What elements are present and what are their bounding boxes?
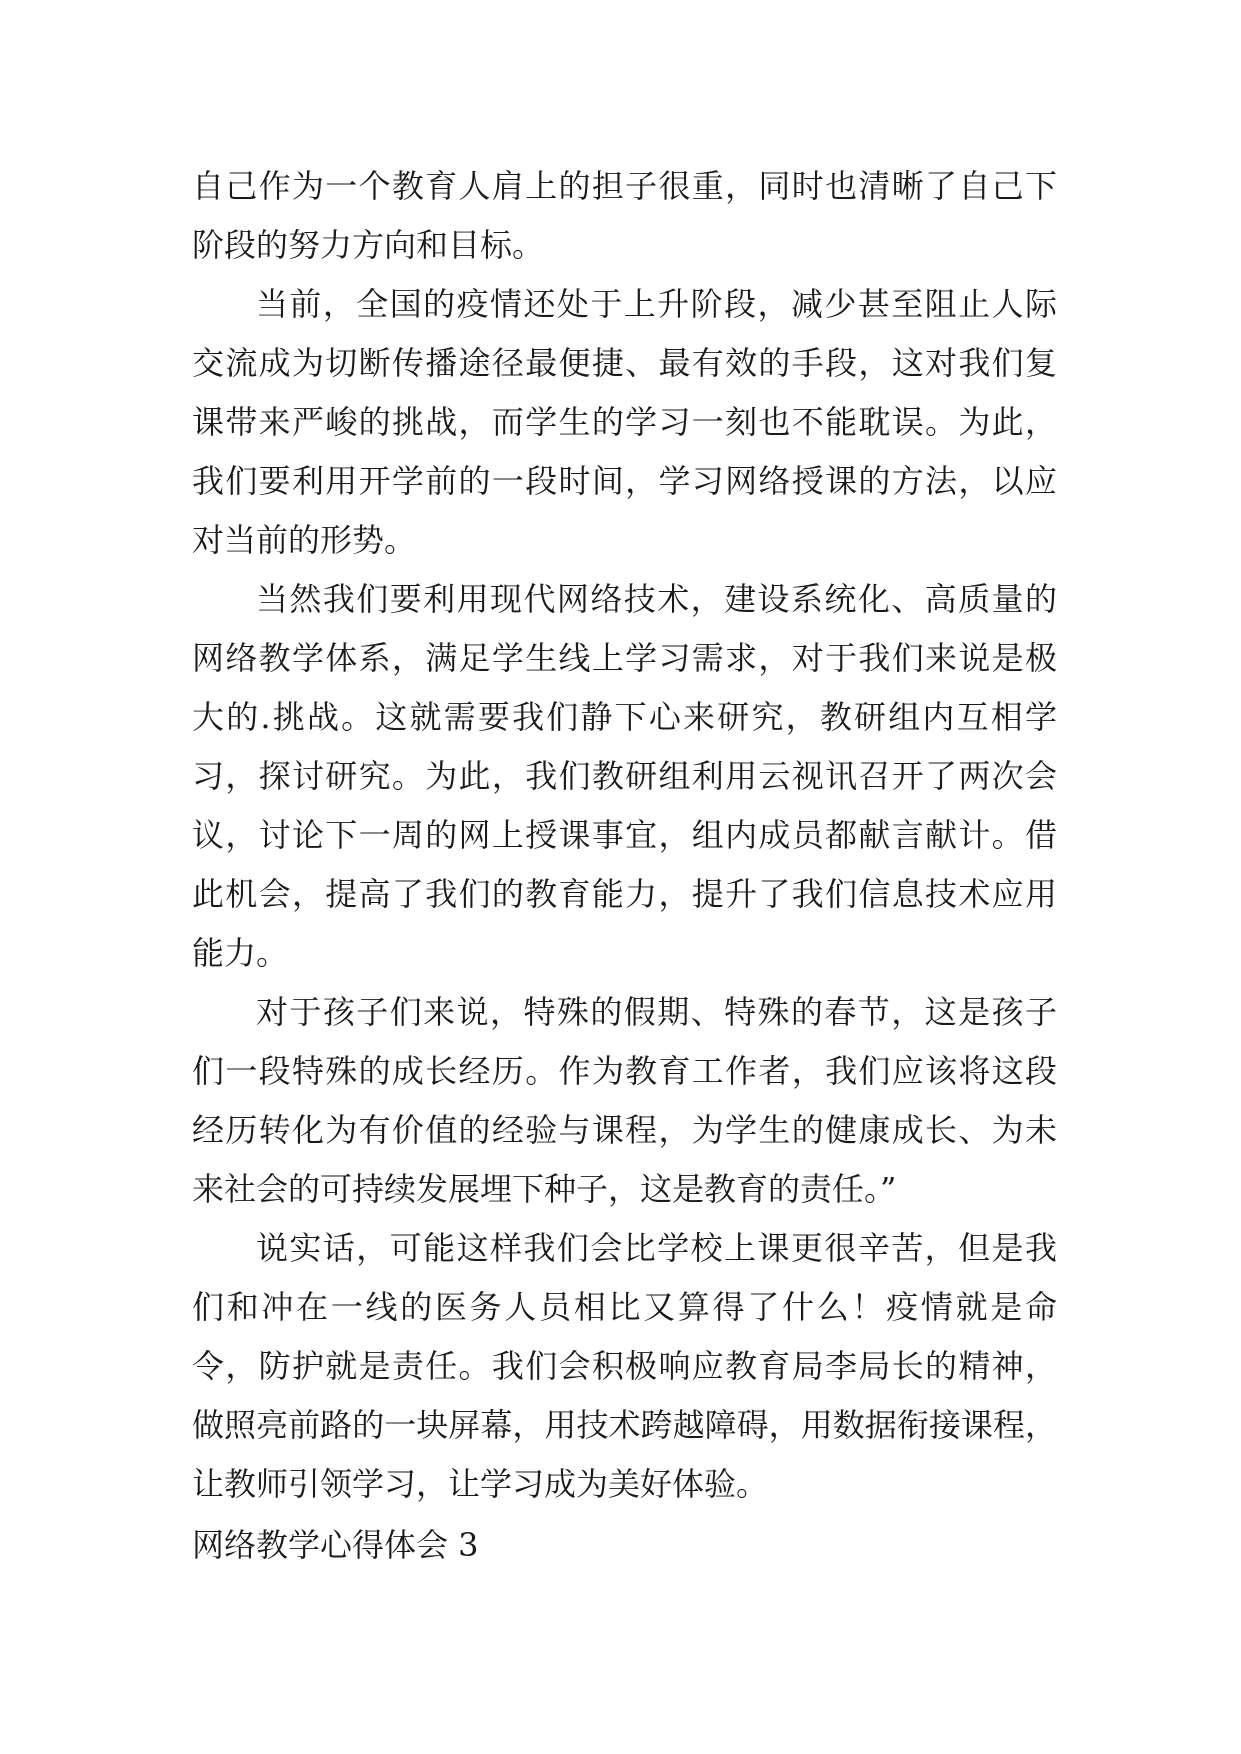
paragraph	[192, 157, 1057, 275]
text-line: 令，防护就是责任。我们会积极响应教育局李局长的精神，	[192, 1347, 1057, 1385]
text-line: 习，探讨研究。为此，我们教研组利用云视讯召开了两次会	[192, 757, 1057, 795]
paragraph	[192, 275, 1057, 570]
text-line: 大的.挑战。这就需要我们静下心来研究，教研组内互相学	[192, 698, 1057, 736]
text-line: 经历转化为有价值的经验与课程，为学生的健康成长、为未	[192, 1111, 1057, 1149]
paragraph	[192, 983, 1057, 1219]
text-line: 对于孩子们来说，特殊的假期、特殊的春节，这是孩子	[256, 993, 1057, 1031]
text-line: 阶段的努力方向和目标。	[192, 226, 545, 264]
section-title: 网络教学心得体会 3	[192, 1526, 479, 1564]
text-line: 交流成为切断传播途径最便捷、最有效的手段，这对我们复	[192, 344, 1057, 382]
paragraph	[192, 1219, 1057, 1514]
text-line: 课带来严峻的挑战，而学生的学习一刻也不能耽误。为此，	[192, 403, 1057, 441]
text-line: 议，讨论下一周的网上授课事宜，组内成员都献言献计。借	[192, 816, 1057, 854]
text-line: 当然我们要利用现代网络技术，建设系统化、高质量的	[256, 580, 1057, 618]
text-line: 对当前的形势。	[192, 521, 417, 559]
paragraph	[192, 570, 1057, 983]
text-line: 我们要利用开学前的一段时间，学习网络授课的方法，以应	[192, 462, 1057, 500]
text-line: 让教师引领学习，让学习成为美好体验。	[192, 1465, 769, 1503]
text-line: 当前，全国的疫情还处于上升阶段，减少甚至阻止人际	[256, 285, 1057, 323]
text-line: 此机会，提高了我们的教育能力，提升了我们信息技术应用	[192, 875, 1057, 913]
text-line: 们一段特殊的成长经历。作为教育工作者，我们应该将这段	[192, 1052, 1057, 1090]
text-line: 网络教学体系，满足学生线上学习需求，对于我们来说是极	[192, 639, 1057, 677]
text-line: 们和冲在一线的医务人员相比又算得了什么！疫情就是命	[192, 1288, 1057, 1326]
text-line: 自己作为一个教育人肩上的担子很重，同时也清晰了自己下	[192, 167, 1057, 205]
text-line: 说实话，可能这样我们会比学校上课更很辛苦，但是我	[256, 1229, 1057, 1267]
text-line: 做照亮前路的一块屏幕，用技术跨越障碍，用数据衔接课程，	[192, 1406, 1057, 1444]
text-line: 能力。	[192, 934, 289, 972]
text-line: 来社会的可持续发展埋下种子，这是教育的责任。”	[192, 1170, 897, 1208]
document-body	[192, 157, 1057, 1575]
